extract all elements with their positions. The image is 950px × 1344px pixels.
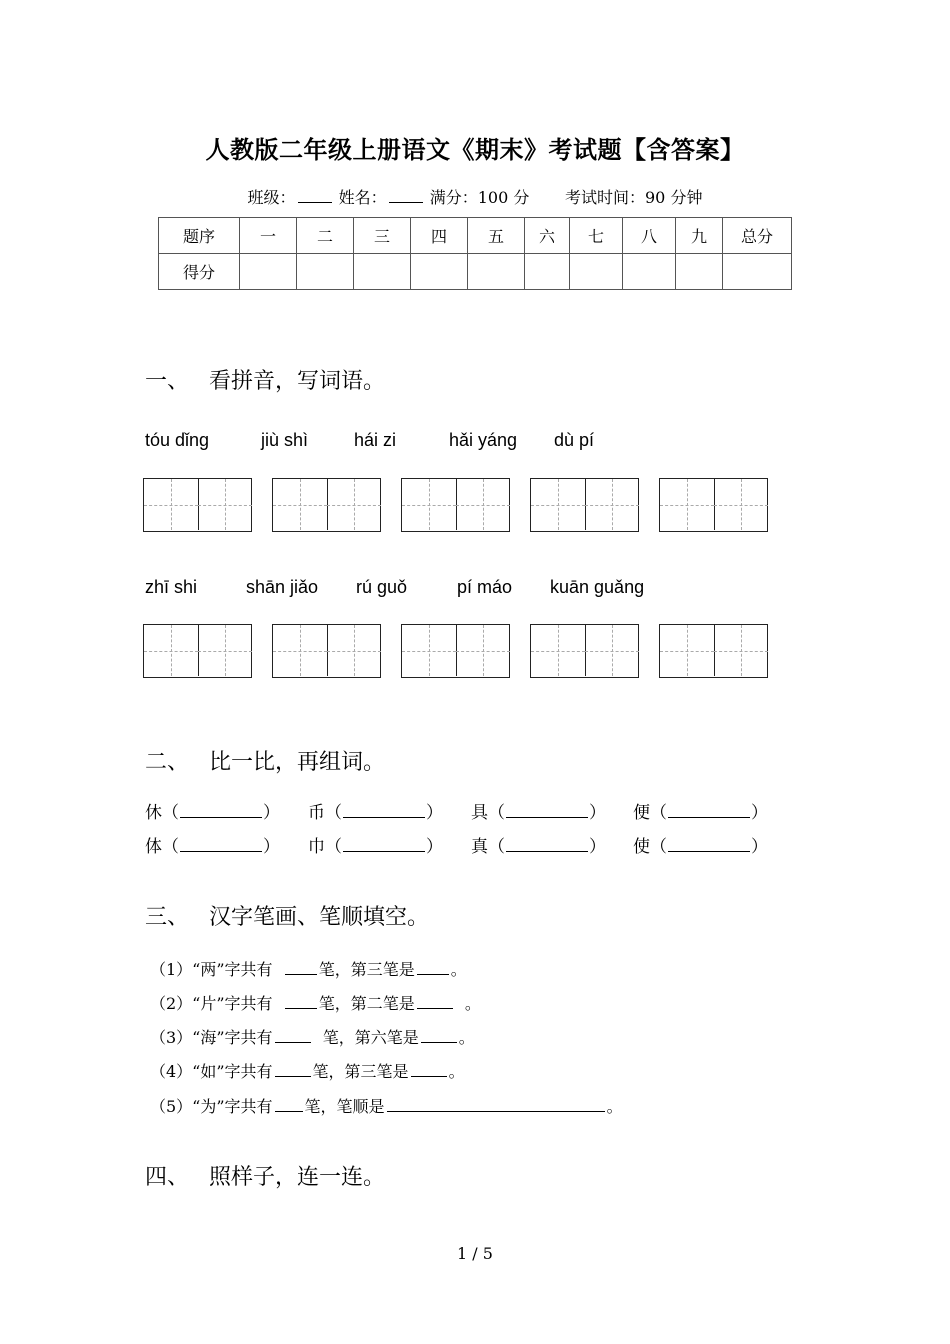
answer-blank[interactable] xyxy=(343,839,425,852)
score-cell[interactable] xyxy=(676,254,723,290)
section-number: 一、 xyxy=(145,369,190,394)
section-number: 四、 xyxy=(145,1165,190,1190)
compare-item xyxy=(471,798,606,823)
paren-close: ） xyxy=(589,803,606,823)
answer-blank[interactable] xyxy=(180,805,262,818)
question-text: （1）“两”字共有 xyxy=(150,960,273,979)
paren-open: （ xyxy=(488,837,505,857)
exam-time: 考试时间：90 分钟 xyxy=(565,188,703,207)
section-title: 看拼音，写词语。 xyxy=(209,369,386,394)
paren-close: ） xyxy=(426,803,443,823)
section-4-heading xyxy=(145,1160,385,1191)
pinyin-text: kuān guǎng xyxy=(550,577,645,597)
question-text: 笔，第二笔是 xyxy=(318,994,415,1013)
answer-blank[interactable] xyxy=(387,1099,605,1112)
class-label: 班级： xyxy=(247,188,296,207)
writing-box[interactable] xyxy=(401,624,510,678)
question-text: 笔，第三笔是 xyxy=(312,1062,409,1081)
answer-blank[interactable] xyxy=(506,839,588,852)
character: 休 xyxy=(145,803,162,823)
paren-open: （ xyxy=(650,803,667,823)
writing-box[interactable] xyxy=(659,624,768,678)
pinyin-text: pí máo xyxy=(457,577,513,597)
table-cell: 九 xyxy=(676,218,723,254)
question-text: 。 xyxy=(606,1097,623,1116)
full-score: 满分：100 分 xyxy=(429,188,530,207)
writing-box[interactable] xyxy=(143,478,252,532)
table-cell: 七 xyxy=(570,218,623,254)
pinyin-text: jiù shì xyxy=(261,430,309,450)
table-cell: 三 xyxy=(354,218,411,254)
question-text: 笔，第三笔是 xyxy=(318,960,415,979)
stroke-question xyxy=(150,1025,475,1048)
score-cell[interactable] xyxy=(354,254,411,290)
paren-close: ） xyxy=(263,803,280,823)
paren-open: （ xyxy=(162,803,179,823)
score-table-header-row xyxy=(159,218,792,254)
answer-blank[interactable] xyxy=(285,962,317,975)
section-2-heading xyxy=(145,745,385,776)
table-cell: 总分 xyxy=(723,218,792,254)
answer-blank[interactable] xyxy=(275,1099,303,1112)
character: 币 xyxy=(308,803,325,823)
writing-box[interactable] xyxy=(401,478,510,532)
writing-box[interactable] xyxy=(530,624,639,678)
answer-blank[interactable] xyxy=(285,996,317,1009)
answer-blank[interactable] xyxy=(180,839,262,852)
answer-blank[interactable] xyxy=(668,839,750,852)
table-cell: 一 xyxy=(240,218,297,254)
character: 使 xyxy=(633,837,650,857)
answer-blank[interactable] xyxy=(421,1030,457,1043)
compare-item xyxy=(633,798,768,823)
answer-blank[interactable] xyxy=(275,1064,311,1077)
paren-close: ） xyxy=(751,803,768,823)
page-title: 人教版二年级上册语文《期末》考试题【含答案】 xyxy=(205,135,745,164)
paren-open: （ xyxy=(325,837,342,857)
question-text: 。 xyxy=(464,994,481,1013)
paren-close: ） xyxy=(589,837,606,857)
compare-item xyxy=(308,798,443,823)
table-cell: 二 xyxy=(297,218,354,254)
section-1-heading xyxy=(145,364,385,395)
compare-item xyxy=(145,832,280,857)
section-title: 汉字笔画、笔顺填空。 xyxy=(209,905,430,930)
answer-blank[interactable] xyxy=(417,996,453,1009)
stroke-question xyxy=(150,957,467,980)
pinyin-text: shān jiǎo xyxy=(246,577,319,597)
pinyin-text: rú guǒ xyxy=(356,577,408,597)
answer-blank[interactable] xyxy=(275,1030,311,1043)
question-text: 。 xyxy=(448,1062,465,1081)
writing-box[interactable] xyxy=(272,478,381,532)
writing-box[interactable] xyxy=(659,478,768,532)
table-cell: 四 xyxy=(411,218,468,254)
writing-box[interactable] xyxy=(143,624,252,678)
writing-box[interactable] xyxy=(530,478,639,532)
question-text: 笔，第六笔是 xyxy=(322,1028,419,1047)
score-cell[interactable] xyxy=(297,254,354,290)
paren-open: （ xyxy=(488,803,505,823)
pinyin-row-1 xyxy=(145,430,845,454)
answer-blank[interactable] xyxy=(668,805,750,818)
exam-info xyxy=(0,185,950,208)
score-cell[interactable] xyxy=(525,254,570,290)
question-text: 笔，笔顺是 xyxy=(304,1097,385,1116)
name-blank[interactable] xyxy=(389,188,423,203)
score-cell[interactable] xyxy=(570,254,623,290)
pinyin-text: tóu dǐng xyxy=(145,430,210,450)
pinyin-text: dù pí xyxy=(554,430,595,450)
compare-item xyxy=(145,798,280,823)
writing-box[interactable] xyxy=(272,624,381,678)
paren-open: （ xyxy=(650,837,667,857)
table-cell: 得分 xyxy=(159,254,240,290)
question-text: （5）“为”字共有 xyxy=(150,1097,273,1116)
pinyin-text: zhī shi xyxy=(145,577,198,597)
score-cell[interactable] xyxy=(411,254,468,290)
pinyin-row-2 xyxy=(145,577,845,601)
score-cell[interactable] xyxy=(723,254,792,290)
page-number: 1 / 5 xyxy=(457,1244,493,1263)
table-cell: 题序 xyxy=(159,218,240,254)
table-cell: 八 xyxy=(623,218,676,254)
table-cell: 五 xyxy=(468,218,525,254)
paren-close: ） xyxy=(751,837,768,857)
paren-open: （ xyxy=(162,837,179,857)
character: 巾 xyxy=(308,837,325,857)
compare-item xyxy=(308,832,443,857)
paren-close: ） xyxy=(426,837,443,857)
stroke-question xyxy=(150,991,481,1014)
section-title: 比一比，再组词。 xyxy=(209,750,386,775)
answer-blank[interactable] xyxy=(411,1064,447,1077)
stroke-question xyxy=(150,1094,623,1117)
name-label: 姓名： xyxy=(338,188,387,207)
question-text: （4）“如”字共有 xyxy=(150,1062,273,1081)
character: 便 xyxy=(633,803,650,823)
pinyin-text: hái zi xyxy=(354,430,397,450)
stroke-question xyxy=(150,1059,465,1082)
question-text: 。 xyxy=(450,960,467,979)
question-text: 。 xyxy=(458,1028,475,1047)
question-text: （2）“片”字共有 xyxy=(150,994,273,1013)
class-blank[interactable] xyxy=(298,188,332,203)
score-cell[interactable] xyxy=(623,254,676,290)
table-cell: 六 xyxy=(525,218,570,254)
paren-close: ） xyxy=(263,837,280,857)
section-3-heading xyxy=(145,900,429,931)
answer-blank[interactable] xyxy=(417,962,449,975)
answer-blank[interactable] xyxy=(343,805,425,818)
score-cell[interactable] xyxy=(468,254,525,290)
score-table-score-row xyxy=(159,254,792,290)
compare-item xyxy=(633,832,768,857)
character: 真 xyxy=(471,837,488,857)
paren-open: （ xyxy=(325,803,342,823)
question-text: （3）“海”字共有 xyxy=(150,1028,273,1047)
section-number: 三、 xyxy=(145,905,190,930)
character: 体 xyxy=(145,837,162,857)
compare-item xyxy=(471,832,606,857)
score-table xyxy=(158,217,792,290)
section-number: 二、 xyxy=(145,750,190,775)
character: 具 xyxy=(471,803,488,823)
answer-blank[interactable] xyxy=(506,805,588,818)
pinyin-text: hǎi yáng xyxy=(449,430,518,450)
section-title: 照样子，连一连。 xyxy=(209,1165,386,1190)
score-cell[interactable] xyxy=(240,254,297,290)
